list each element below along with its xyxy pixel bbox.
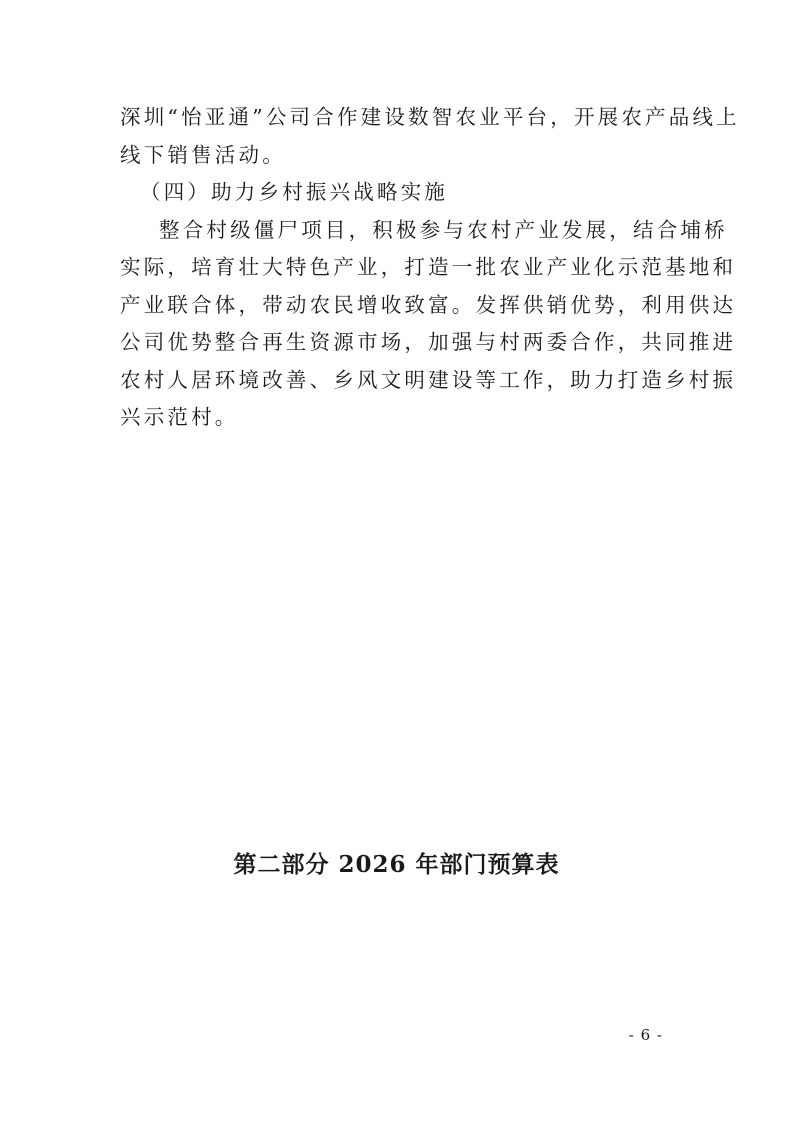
part-title: 第二部分 2026 年部门预算表	[233, 851, 560, 878]
text-line: 整合村级僵尸项目，积极参与农村产业发展，结合埔桥	[159, 217, 728, 242]
text-line: 线下销售活动。	[120, 142, 286, 167]
body-paragraph	[120, 212, 737, 437]
section-heading: （四）助力乡村振兴战略实施	[140, 180, 449, 204]
text-line: 实际，培育壮大特色产业，打造一批农业产业化示范基地和	[120, 255, 737, 279]
text-line: 农村人居环境改善、乡风文明建设等工作，助力打造乡村振	[120, 367, 737, 392]
text-line: 深圳“怡亚通”公司合作建设数智农业平台，开展农产品线上	[120, 105, 740, 129]
text-line: 公司优势整合再生资源市场，加强与村两委合作，共同推进	[120, 330, 737, 354]
page-number: - 6 -	[628, 1026, 663, 1044]
document-body	[120, 99, 740, 437]
text-line: 产业联合体，带动农民增收致富。发挥供销优势，利用供达	[120, 292, 737, 317]
text-line: 兴示范村。	[120, 405, 239, 429]
continuation-paragraph	[120, 99, 740, 174]
